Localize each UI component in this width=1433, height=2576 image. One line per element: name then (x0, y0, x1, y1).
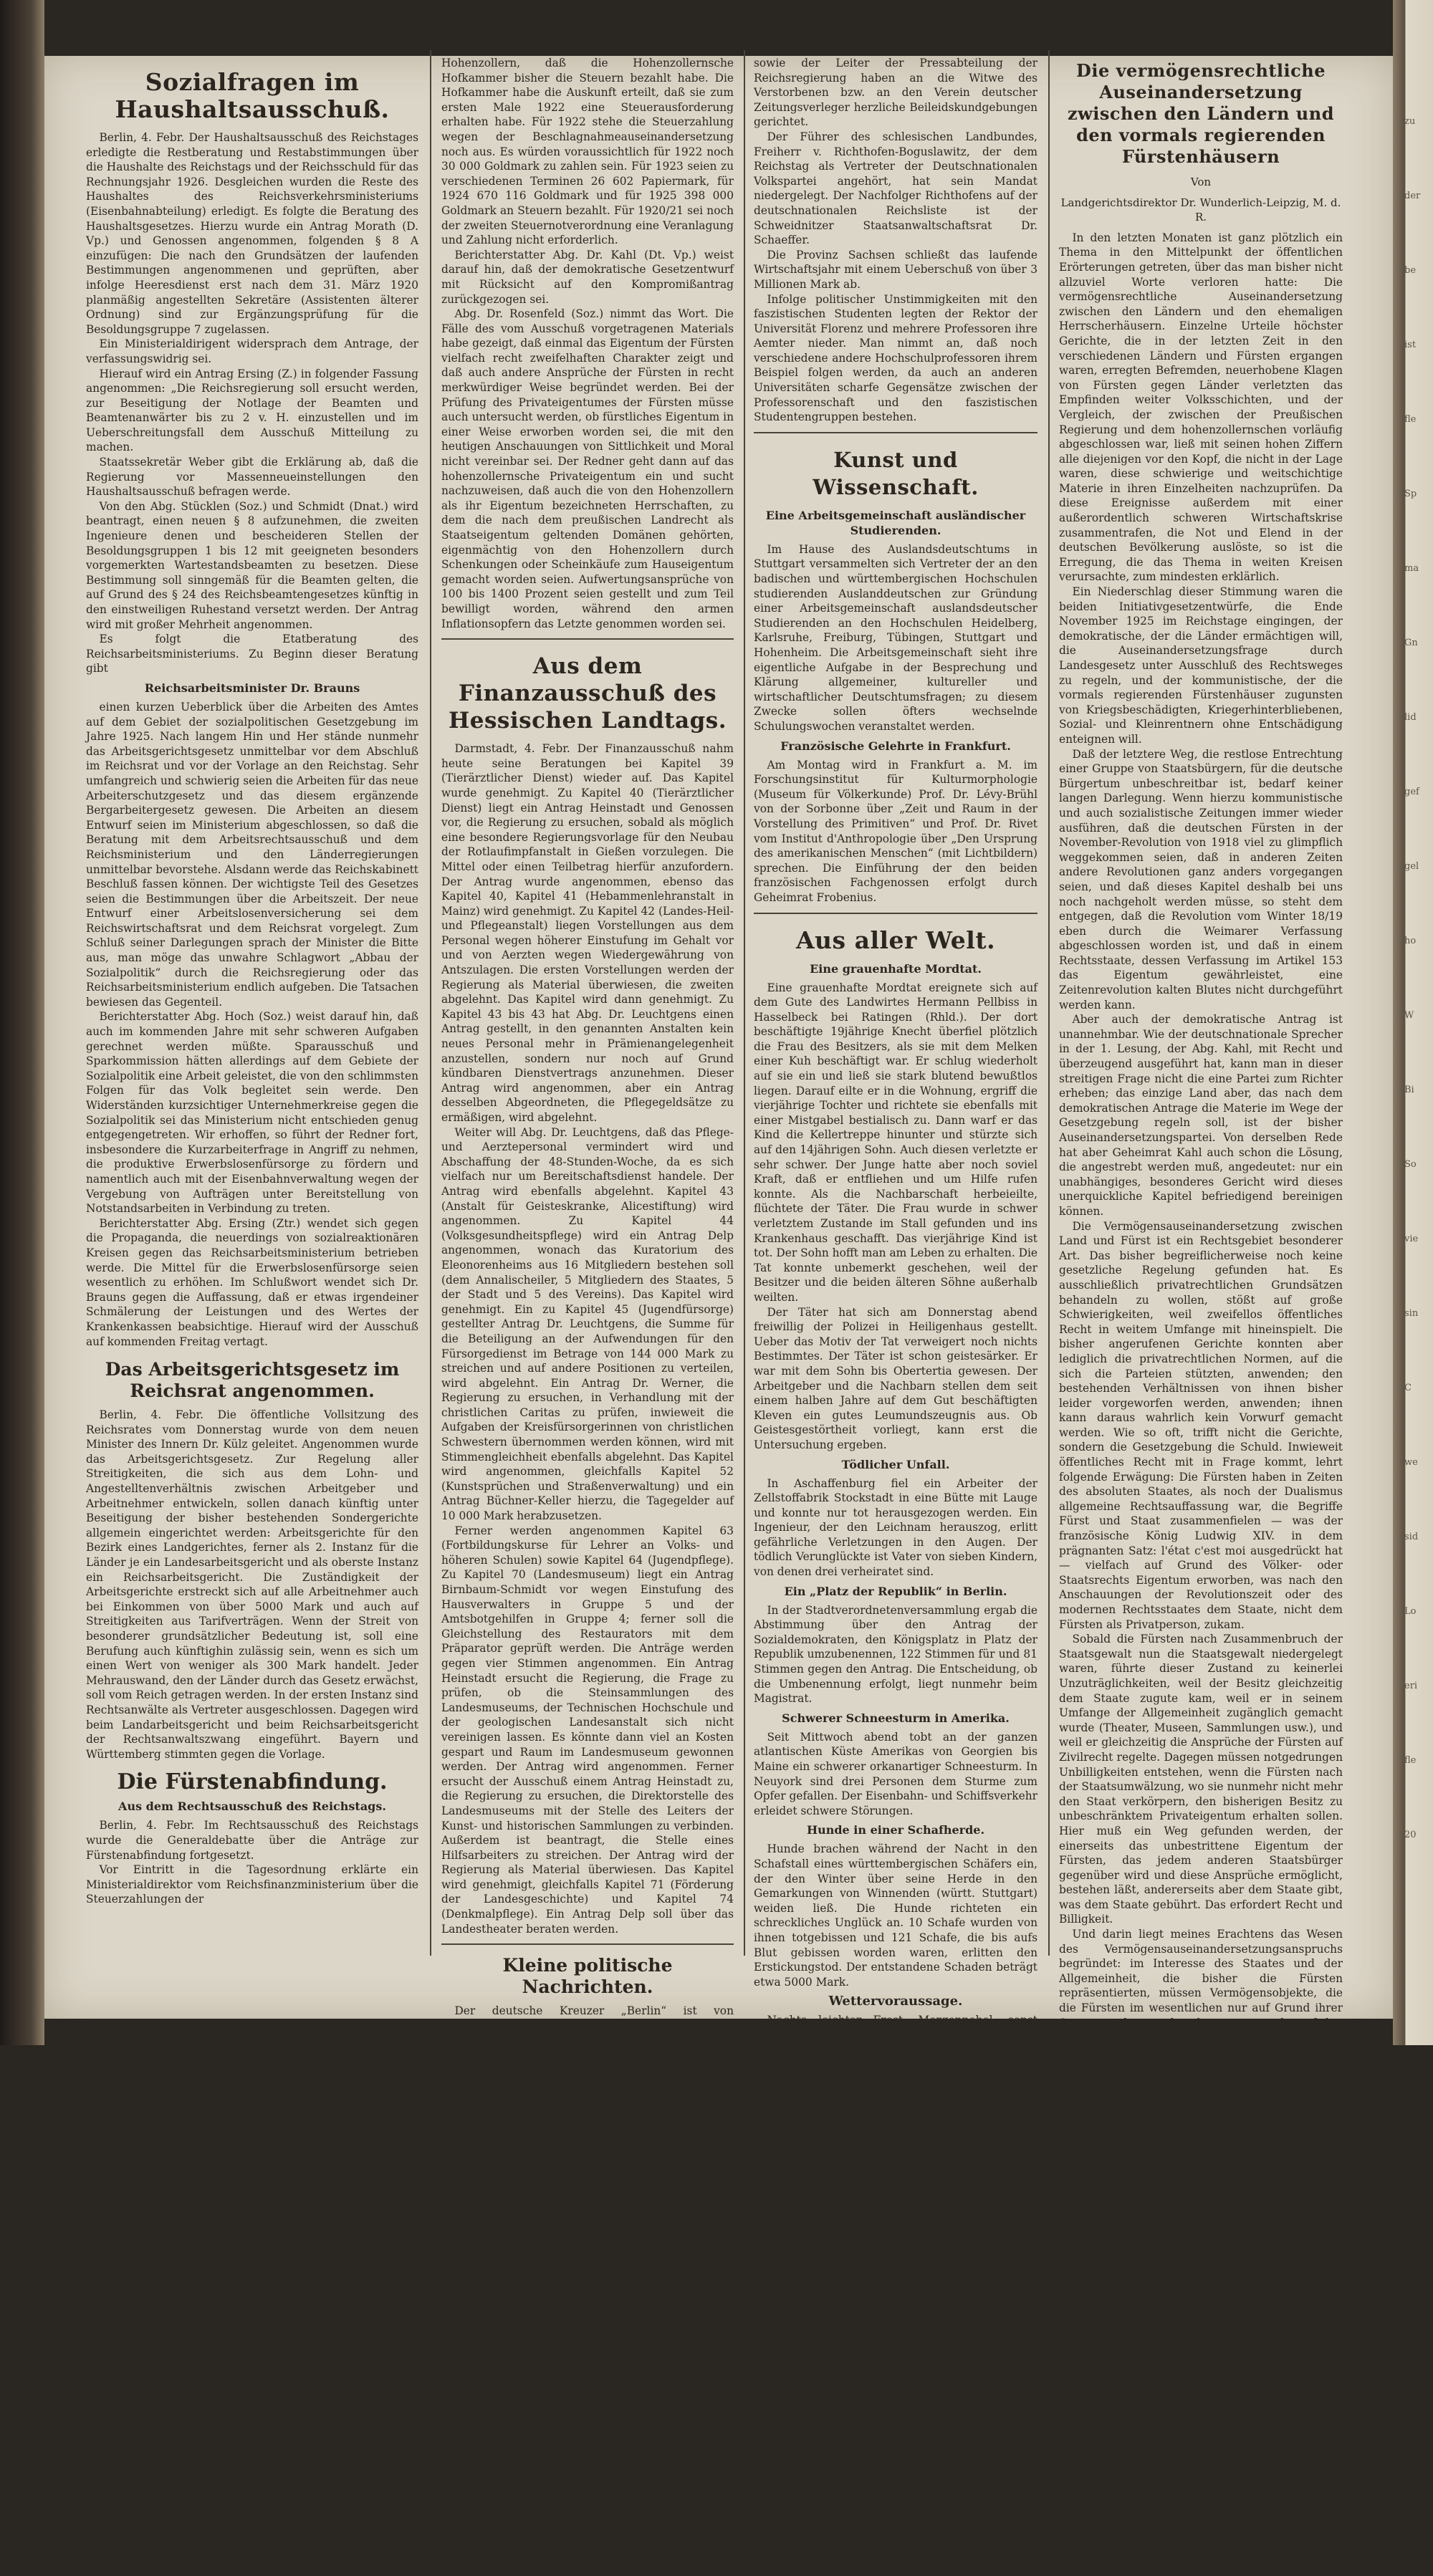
paragraph: Diese Ueberzeugung, daß es sich hier um ein materielles Recht besonderer Art handele, und daß dieses nur von einem mit Richtern besetzten besonderen Gerichtshof einzuleiten, hat sich bei den Vertretern der Mittelparteien des Reichstages immer mehr durchgesetzt. So wurde denn am 26. Januar vom Vertreter des Zentrums, der Deutschen Volkspartei, der Demokratischen Partei, der Wirtschaftlichen Vereinigung und der Bayerischen Volkspartei unter Vorsitz des Abg. Schulz (Z.) zu vertraulichen Beratungen zusammenfanden, gefiel sich bald in den Grundlinien eine weitgehende (1059, 2385, 1343, 2575)
paragraph: einen kurzen Ueberblick über die Arbeiten des Amtes auf dem Gebiet der sozialpolitischen Gesetzgebung im Jahre 1925. Nach langem Hin und Her stände nunmehr das Arbeitsgerichtsgesetz unmittelbar vor dem Abschluß im Reichsrat und vor der Vorlage an den Reichstag. Sehr umfangreich und schwierig seien die Arbeiten für das neue Arbeiterschutzgesetz und das diesem ergänzende Bergarbeitergesetz gewesen. Die Arbeiten an diesem Entwurf seien im Ministerium abgeschlossen, so daß die Beratung mit dem Arbeitsrechtsausschuß und dem Reichsministerium und den Länderregierungen unmittelbar bevorstehe. Alsdann werde das Reichskabinett Beschluß fassen können. Der wichtigste Teil des Gesetzes seien die Bestimmungen über die Arbeitszeit. Der neue Entwurf einer Arbeitslosenversicherung sei dem Reichswirtschaftsrat und dem Reichsrat vorgelegt. Zum Schluß seiner Darlegungen sprach der Minister die Bitte aus, man möge das unwahre Schlagwort „Abbau der Sozialpolitik“ durch die Reichsregierung oder das Reichsarbeitsministerium endlich aufgeben. Die Tatsachen bewiesen das Gegenteil. (86, 700, 418, 1009)
edge-fragment: eri (1404, 1681, 1418, 1691)
edge-fragment: 20 (1404, 1830, 1417, 1840)
paragraph: Staatssekretär Weber gibt die Erklärung ab, daß die Regierung vor Massenneueinstellungen den Haushaltsausschuß befragen werde. (86, 456, 418, 499)
paragraph: Berlin, 4. Febr. Der Haushaltsausschuß des Reichstages erledigte die Restberatung und Restabstimmungen über die Haushalte des Reichstags und der Reichsschuld für das Rechnungsjahr 1926. Desgleichen wurden die Reste des Haushaltes des Reichsverkehrsministeriums (Eisenbahnabteilung) erledigt. Es folgte die Beratung des Haushaltsgesetzes. Hierzu wurde ein Antrag Morath (D. Vp.) und Genossen angenommen, folgenden § 8 A einzufügen: Die nach den Grundsätzen der laufenden Bestimmungen angenommenen und geprüften, aber infolge Heeresdienst erst nach dem 31. März 1920 planmäßig angestellten Sekretäre (Assistenten älterer Ordnung) sind zur Ergänzungsprüfung für die Besoldungsgruppe 7 zugelassen. (86, 131, 418, 336)
paragraph: Berichterstatter Abg. Ersing (Ztr.) wendet sich gegen die Propaganda, die neuerdings von sozialreaktionären Kreisen gegen das Reichsarbeitsministerium betrieben werde. Die Mittel für die Erwerbslosenfürsorge seien wesentlich zu erhöhen. Im Schlußwort wendet sich Dr. Brauns gegen die Auffassung, daß er etwas irgendeiner Schmälerung der Leistungen und des Wertes der Krankenkassen beabsichtige. Hierauf wird der Ausschuß auf kommenden Freitag vertagt. (86, 1216, 418, 1348)
edge-fragment: ma (1404, 563, 1419, 574)
column-rule (1048, 50, 1050, 1956)
paragraph: Sobald die Fürsten nach Zusammenbruch der Staatsgewalt nun die Staatsgewalt niedergelegt waren, führte dieser Zustand zu keinerlei Unzuträglichkeiten, weil der Besitz gleichzeitig dem Staate zugute kam, weil er in seinem Umfange der Allgemeinheit zugänglich gemacht wurde (Theater, Museen, Sammlungen usw.), und weil er gleichzeitig die Ansprüche der Fürsten auf Zivilrecht regelte. Dagegen müssen notgedrungen Unbilligkeiten entstehen, wenn die Fürsten nach der Staatsumwälzung, wo sie nunmehr nicht mehr den Staat verkörpern, den bisherigen Besitz zu unbeschränktem Privateigentum erhalten sollen. Hier muß ein Weg gefunden werden, der einerseits das unbestrittene Eigentum der Fürsten, das jedem anderen Staatsbürger gegenüber wird und diese Ansprüche ermöglicht, bestehen läßt, andererseits aber dem Staate gibt, was dem Staate gebührt. Das erfordert Recht und Billigkeit. (1059, 1633, 1343, 1926)
paragraph: Im Hause des Auslandsdeutschtums in Stuttgart versammelten sich Vertreter der an den badischen und württembergischen Hochschulen studierenden Auslanddeutschen zur Gründung einer Arbeitsgemeinschaft auslandsdeutscher Studierenden an den Hochschulen Heidelberg, Karlsruhe, Freiburg, Tübingen, Stuttgart und Hohenheim. Die Arbeitsgemeinschaft sieht ihre eigentliche Aufgabe in der Besprechung und Klärung allgemeiner, kultureller und wirtschaftlicher Deutschtumsfragen; zu diesem Zwecke sollen öfters wechselnde Schulungswochen veranstaltet werden. (754, 542, 1037, 733)
next-page-text-fragments (1404, 115, 1433, 1977)
paragraph: Der Täter hat sich am Donnerstag abend freiwillig der Polizei in Heiligenhaus gestellt. Ueber das Motiv der Tat verweigert noch nichts Bestimmtes. Der Täter ist schon geistesärker. Er war mit dem Sohn bis Obertertia gewesen. Der Arbeitgeber und die Nachbarn stellen dem seit einem halben Jahre auf dem Gut beschäftigten Kleven ein gutes Leumundszeugnis aus. Ob Geistesgestörtheit vorliegt, kann erst die Untersuchung ergeben. (754, 1305, 1037, 1451)
headline-arbeitsgerichtsgesetz: Das Arbeitsgerichtsgesetz im Reichsrat angenommen. (105, 1359, 400, 1402)
subheading-wetter: Wettervoraussage. (828, 1994, 963, 2009)
column-2 (441, 56, 734, 2224)
paragraph: Berichterstatter Abg. Dr. Kahl (Dt. Vp.) weist darauf hin, daß der demokratische Gesetzentwurf mit Rücksicht auf den Kompromißantrag zurückgezogen sei. (441, 248, 734, 306)
headline-sozialfragen: Sozialfragen im Haushaltsausschuß. (115, 68, 390, 123)
subheading: Schwerer Schneesturm in Amerika. (782, 1711, 1010, 1725)
column-3 (754, 56, 1037, 2219)
edge-fragment: fle (1404, 1755, 1417, 1766)
headline-fuerstenabfindung: Die Fürstenabfindung. (117, 1769, 388, 1795)
edge-fragment: der (1404, 191, 1421, 201)
edge-fragment: sin (1404, 1308, 1419, 1319)
paragraph: Am Montag wird in Frankfurt a. M. im Forschungsinstitut für Kulturmorphologie (Museum für Völkerkunde) Prof. Dr. Lévy-Brühl von der Sorbonne über „Zeit und Raum in der Vorstellung des Primitiven“ und Prof. Dr. Rivet vom Institut d'Anthropologie über „Den Ursprung des amerikanischen Menschen“ (mit Lichtbildern) sprechen. Die Einführung der den beiden französischen Fachgenossen erfolgt durch Geheimrat Frobenius. (754, 758, 1037, 904)
paragraph: Berlin, 4. Febr. Die öffentliche Vollsitzung des Reichsrates vom Donnerstag wurde von dem neuen Minister des Innern Dr. Külz geleitet. Angenommen wurde das Arbeitsgerichtsgesetz. Zur Regelung aller Streitigkeiten, die sich aus dem Lohn- und Angestelltenverhältnis zwischen Arbeitgeber und Arbeitnehmer entwickeln, sollen danach künftig unter Beseitigung der bisher bestehenden Sondergerichte allgemein eingerichtet werden: Arbeitsgerichte für den Bezirk eines Landgerichtes, ferner als 2. Instanz für die Länder je ein Landesarbeitsgericht und als oberste Instanz ein Reichsarbeitsgericht. Die Zuständigkeit der Arbeitsgerichte erstreckt sich auf alle Arbeitnehmer auch bei Einkommen von über 5000 Mark und auch auf Streitigkeiten aus Tarifverträgen. Wenn der Streit von besonderer grundsätzlicher Bedeutung ist, soll eine Berufung auch künftighin zulässig sein, wenn es sich um einen Wert von weniger als 300 Mark handelt. Jeder Mehrauswand, den der Länder durch das Gesetz erwächst, soll vom Reich getragen werden. In der ersten Instanz sind Rechtsanwälte als Vertreter ausgeschlossen. Dagegen wird beim Landarbeitsgericht und beim Reichsarbeitsgericht der Rechtsanwaltszwang eingeführt. Bayern und Württemberg stimmten gegen die Vorlage. (86, 1408, 418, 1761)
section-divider (754, 913, 1037, 914)
section-divider (441, 638, 734, 640)
paragraph: sowie der Leiter der Pressabteilung der Reichsregierung haben an die Witwe des Verstorbenen bzw. an den Verein deutscher Zeitungsverleger herzliche Beileidskundgebungen gerichtet. (754, 57, 1037, 129)
edge-fragment: gef (1404, 787, 1419, 797)
edge-fragment: W (1404, 1010, 1414, 1021)
headline-finanzausschuss: Aus dem Finanzausschuß des Hessischen Landtags. (448, 653, 727, 734)
paragraph: Abg. Dr. Rosenfeld (Soz.) nimmt das Wort. Die Fälle des vom Ausschuß vorgetragenen Materials habe gezeigt, daß einmal das Eigentum der Fürsten vielfach recht zweifelhaften Charakter zeigt und daß auch andere Ansprüche der Fürsten in recht merkwürdiger Weise begründet werden. Bei der Prüfung des Privateigentumes der Fürsten müsse auch untersucht werden, ob fürstliches Eigentum in einer Weise erworben worden sei, die mit den heutigen Anschauungen von Sittlichkeit und Moral nicht vereinbar sei. Der Redner geht dann auf das hohenzollernsche Privateigentum ein und sucht nachzuweisen, daß auch die von den Hohenzollern als ihr Eigentum bezeichneten Herrschaften, zu dem die nach dem preußischen Landrecht als Staatseigentum geltenden Domänen gehörten, eigenmächtig von den Hohenzollern durch Schenkungen oder Scheinkäufe zum Hauseigentum gemacht worden seien. Aufwertungsansprüche von 100 bis 1400 Prozent seien gestellt und zum Teil bewilligt worden, während den armen Inflationsopfern das Letzte genommen worden sei. (441, 307, 734, 630)
subheading: Französische Gelehrte in Frankfurt. (780, 739, 1011, 753)
subheading: Ein „Platz der Republik“ in Berlin. (784, 1584, 1007, 1598)
paragraph: Ein Niederschlag dieser Stimmung waren die beiden Initiativgesetzentwürfe, die Ende November 1925 im Reichstage eingingen, der demokratische, der die Länder ermächtigen will, die Auseinandersetzungsfrage durch Landesgesetz unter Ausschluß des Rechtsweges zu regeln, und der kommunistische, der die vormals regierenden Fürstenhäuser zugunsten von Kriegsbeschädigten, Kriegerhinterbliebenen, Sozial- und Kleinrentnern ohne Entschädigung enteignen will. (1059, 585, 1343, 746)
paragraph: Daß der letztere Weg, die restlose Entrechtung einer Gruppe von Staatsbürgern, für die deutsche Bürgertum unbeschreitbar ist, bedarf keiner langen Darlegung. Wenn hierzu kommunistische und auch sozialistische Zeitungen immer wieder ausführen, daß die deutschen Fürsten in der November-Revolution von 1918 viel zu glimpflich weggekommen seien, daß in anderen Zeiten andere Revolutionen ganz anders vorgegangen seien, und daß dieses Kapitel deshalb bei uns noch nachgeholt werden müsse, so steht dem entgegen, daß die Revolution vom Winter 18/19 eben durch die Weimarer Verfassung abgeschlossen worden ist, und daß in einem Rechtsstaate, dessen Verfassung im Artikel 153 das Eigentum gewährleistet, eine Zeitenrevolution kalten Blutes nicht durchgeführt werden kann. (1059, 747, 1343, 1011)
edge-fragment: Gn (1404, 638, 1418, 648)
paragraph: Die Provinz Sachsen schließt das laufende Wirtschaftsjahr mit einem Ueberschuß von über 3 Millionen Mark ab. (754, 248, 1037, 291)
page-gutter-shadow (0, 0, 44, 2045)
edge-fragment: sid (1404, 1532, 1419, 1542)
edge-fragment: vie (1404, 1234, 1419, 1244)
edge-fragment: zu (1404, 116, 1416, 127)
paragraph: Nachts leichter Frost, Morgennebel, sonst meist wolkig, unerhebliche Niederschläge (teilweise Schnee). (754, 2014, 1037, 2057)
column-rule (430, 50, 431, 1956)
paragraph: Eine grauenhafte Mordtat ereignete sich auf dem Gute des Landwirtes Hermann Pellbiss in Hasselbeck bei Ratingen (Rhld.). Der dort beschäftigte 19jährige Knecht überfiel plötzlich die Frau des Besitzers, als sie mit dem Melken einer Kuh beschäftigt war. Er schlug wiederholt auf sie ein und ließ sie stark blutend bewußtlos liegen. Darauf eilte er in die Wohnung, ergriff die vierjährige Tochter und richtete sie ebenfalls mit einer Mistgabel bestialisch zu. Dann warf er das Kind die Kellertreppe hinunter und stürzte sich auf den 14jährigen Sohn. Auch diesen verletzte er sehr schwer. Der Junge hatte aber noch soviel Kraft, daß er entfliehen und um Hilfe rufen konnte. Als die Nachbarschaft herbeieilte, flüchtete der Täter. Die Frau wurde in schwer verletztem Zustande im Stall gefunden und ins Krankenhaus geschafft. Das vierjährige Kind ist tot. Der Sohn hofft man am Leben zu erhalten. Die Tat konnte unbemerkt geschehen, weil der Besitzer und die beiden älteren Söhne außerhalb weilten. (754, 981, 1037, 1304)
subheading: Tödlicher Unfall. (841, 1457, 950, 1471)
paragraph: Von den Abg. Stücklen (Soz.) und Schmidt (Dnat.) wird beantragt, einen neuen § 8 aufzunehmen, die zweiten Ingenieure denen und bescheideren Stellen der Besoldungsgruppen 1 bis 12 mit geeigneten besonders vorgemerkten Wartestandsbeamten zu besetzen. Diese Bestimmung soll sinngemäß für die Beamten gelten, die auf Grund des § 24 des Reichsbeamtengesetzes künftig in den einstweiligen Ruhestand versetzt werden. Der Antrag wird mit großer Mehrheit angenommen. (86, 499, 418, 631)
byline-author: Landgerichtsdirektor Dr. Wunderlich-Leipzig, M. d. R. (1060, 196, 1341, 224)
section-divider (441, 1943, 734, 1945)
subheading: Eine Arbeitsgemeinschaft ausländischer Studierenden. (765, 508, 1026, 537)
edge-fragment: So (1404, 1159, 1417, 1170)
headline-kunst-wissenschaft: Kunst und Wissenschaft. (813, 447, 979, 499)
paragraph: Ferner werden angenommen Kapitel 63 (Fortbildungskurse für Lehrer an Volks- und höheren Schulen) sowie Kapitel 64 (Jugendpflege). Zu Kapitel 70 (Landesmuseum) liegt ein Antrag Birnbaum-Schmidt vor wegen Einstufung des Hausverwalters in Gruppe 5 und der Amtsbotgehilfen in Gruppe 4; ferner soll die Gleichstellung des Restaurators mit dem Präparator geprüft werden. Die Anträge werden gegen vier Stimmen angenommen. Ein Antrag Heinstadt ersucht die Regierung, die Frage zu prüfen, ob die Steinsammlungen des Landesmuseums, der Technischen Hochschule und der geologischen Landesanstalt sich nicht vereinigen lassen. Es könnte dann viel an Kosten gespart und Raum im Landesmuseum gewonnen werden. Der Antrag wird angenommen. Ferner ersucht der Ausschuß einem Antrag Heinstadt zu, die Regierung zu ersuchen, die Direktorstelle des Landesmuseums mit der Stelle des Leiters der Kunst- und historischen Sammlungen zu verbinden. Außerdem ist beantragt, die Stelle eines Hilfsarbeiters zu streichen. Der Antrag wird der Regierung als Material überwiesen. Das Kapitel wird genehmigt, gleichfalls Kapitel 71 (Förderung der Landesgeschichte) und Kapitel 74 (Denkmalpflege). Ein Antrag Delp soll über das Landestheater beraten werden. (441, 1524, 734, 1936)
subheading: Hunde in einer Schafherde. (806, 1823, 985, 1837)
paragraph: Vor Eintritt in die Tagesordnung erklärte ein Ministerialdirektor vom Reichsfinanzministerium über die Steuerzahlungen der (86, 1863, 418, 1906)
paragraph: In Nordeuropa ist eine Verstärkung des Hochdruckgebietes eingetreten, das seinen Einfluß nach Süden und südlich ausgedehnt hat, so daß die Frostgrenze nun schon über Dänemark und Südschweden verläuft. Gleichzeitig ist über den britischen Inseln wieder starker Druckfall eingetreten. Das Vordringen einzelner Randbildungen dieses Tiefs nach Osten ist noch zu erwarten, jedoch dürfte die Temperatur zunächst fallen und eine stärkeren Niederschläge eintreten. (754, 2058, 1037, 2219)
edge-fragment: ho (1404, 936, 1417, 946)
column-rule (744, 50, 745, 1956)
paragraph: Berlin, 4. Febr. Im Rechtsausschuß des Reichstags wurde die Generaldebatte über die Anträge zur Fürstenabfindung fortgesetzt. (86, 1819, 418, 1862)
paragraph: In der Stadtverordnetenversammlung ergab die Abstimmung über den Antrag der Sozialdemokraten, den Königsplatz in Platz der Republik umzubenennen, 122 Stimmen für und 81 Stimmen gegen den Antrag. Die Entscheidung, ob die Umbenennung erfolgt, liegt nunmehr beim Magistrat. (754, 1603, 1037, 1706)
paragraph: Und darin liegt meines Erachtens das Wesen des Vermögensauseinandersetzungsanspruchs begründet: im Interesse des Staates und der Allgemeinheit, die bisher die Fürsten repräsentierten, müssen Vermögensobjekte, die die Fürsten im wesentlichen nur auf Grund ihrer Staatsgewalt erworben hatten, nunmehr auf den Staat übergeführt werden. Es ist sehr vertrösten, daß der Rechtsvertreter eines deutschen, des mecklenburgischen Fürstenhauses, Rechtsanwalt Dr. Friedmann in Berlin, diese Standpunkt erkannt hat. Er erkennt in dem RechtsAusschusse des Reichstags erstatteten Gutachten den Anspruch des Staates an, „in einer öffentlichrechtlichen Auseinandersetzung das Fürstenvermögen als Einheit vom Staatsvermögen zu sondern, wobei der Staat die Billigkeitsforderung erheben kann, daß ihm Vermögensstücke, die er für seine Zwecke benötigt, wie Theater, Museen, Bibliotheken, ausgeliefert werden.“ Im übrigen will er das Fürstenvermögen, da es sich bei der vorerst bereits staatsrechtlicher oder öffentlichen Stiftung erkennt, und Billigkeit, daß nur die Fürstenvermögen, die man als geeignet an können, als bis der verändertem staatsrechtlichen Lage kommen, im allen Ordnungsprechung einer Minderung des Fürstenvermögens und entsprechende Belastung beim Staate oder Ueberlassung an den Staat gekommen zugestehen. (1059, 1928, 1343, 2383)
paragraph: Hunde brachen während der Nacht in den Schafstall eines württembergischen Schäfers ein, der den Winter über seine Herde in den Gemarkungen von Winnenden (württ. Stuttgart) weiden ließ. Die Hunde richteten ein schreckliches Unglück an. 10 Schafe wurden von ihnen totgebissen und 121 Schafe, die bis aufs Blut gebissen worden waren, erlitten den Erstickungstod. Der entstandene Schaden beträgt etwa 5000 Mark. (754, 1842, 1037, 1989)
paragraph: Hohenzollern, daß die Hohenzollernsche Hofkammer bisher die Steuern bezahlt habe. Die Hofkammer habe die Auskunft erteilt, daß sie zum ersten Male 1922 eine Steuerausforderung erhalten habe. Für 1922 stehe die Steuerzahlung wegen der Beschlagnahmeauseinandersetzung noch aus. Es würden voraussichtlich für 1922 noch 30 000 Goldmark zu zahlen sein. Für 1923 seien zu verschiedenen Terminen 26 602 Papiermark, für 1924 670 116 Goldmark und für 1925 398 000 Goldmark an Steuern bezahlt. Für 1920/21 sei noch der zweiten Steuernotverordnung eine Veranlagung und Zahlung nicht erforderlich. (441, 57, 734, 247)
edge-fragment: lid (1404, 712, 1417, 723)
edge-fragment: Bi (1404, 1085, 1414, 1095)
subheading-brauns: Reichsarbeitsminister Dr. Brauns (144, 681, 360, 695)
edge-fragment: C (1404, 1383, 1412, 1393)
paragraph: Weiter will Abg. Dr. Leuchtgens, daß das Pflege- und Aerztepersonal vermindert wird und Abschaffung der 48-Stunden-Woche, da es sich vielfach nur um Bereitschaftsdienst handele. Der Antrag wird ebenfalls abgelehnt. Kapitel 43 (Anstalt für Geisteskranke, Alicestiftung) wird angenommen. Zu Kapitel 44 (Volksgesundheitspflege) wird ein Antrag Delp angenommen, wonach das Kuratorium des Eleonorenheims aus 16 Mitgliedern bestehen soll (dem Annalischeiler, 5 Mitgliedern des Staates, 5 der Stadt und 5 des Vereins). Das Kapitel wird genehmigt. Ein zu Kapitel 45 (Jugendfürsorge) gestellter Antrag Dr. Leuchtgens, die Summe für die Beteiligung an der Aufwendungen für den Fürsorgedienst im Betrage von 144 000 Mark zu streichen und auf andere Positionen zu verteilen, wird abgelehnt. Ein Antrag Dr. Werner, die Regierung zu ersuchen, in Verhandlung mit der christlichen Caritas zu prüfen, inwieweit die Aufgaben der Kreisfürsorgerinnen von christlichen Schwestern übernommen werden können, wird mit Stimmengleichheit ebenfalls abgelehnt. Das Kapitel wird angenommen, gleichfalls Kapitel 52 (Kunstsprüchen und Straßenverwaltung) und ein Antrag Büchner-Keller hierzu, die Tagegelder auf 10 000 Mark herabzusetzen. (441, 1125, 734, 1523)
paragraph: Es folgt die Etatberatung des Reichsarbeitsministeriums. Zu Beginn dieser Beratung gibt (86, 633, 418, 676)
headline-vermoegensrechtliche: Die vermögensrechtliche Auseinandersetzung zwischen den Ländern und den vormals regierenden Fürstenhäusern (1068, 60, 1334, 167)
paragraph: In den letzten Monaten ist ganz plötzlich ein Thema in den Mittelpunkt der öffentlichen Erörterungen getreten, über das man bisher nicht allzuviel Worte verloren hatte: Die vermögensrechtliche Auseinandersetzung zwischen den Ländern und den ehemaligen Herrscherhäusern. Einzelne Urteile höchster Gerichte, die in der letzten Zeit in den verschiedenen Ländern und Fürsten ergangen waren, erregten Befremden, neuerhobene Klagen von Fürsten gegen Länder verletzten das Empfinden weiter Volksschichten, und der Vergleich, der zwischen der Preußischen Regierung und dem hohenzollernschen vorläufig abgeschlossen war, ließ mit seinen hohen Ziffern alle diejenigen vor den Kopf, die nicht in der Lage waren, diese schwierige und weitschichtige Materie in ihren Einzelheiten nachzuprüfen. Da diese Ereignisse außerdem mit einer außerordentlich schweren Wirtschaftskrise zusammentrafen, die Not und Elend in der deutschen Bevölkerung auslöste, so ist die Erregung, die das Thema in weiten Kreisen verursachte, zum mindesten erklärlich. (1059, 231, 1343, 584)
column-4 (1059, 56, 1343, 2575)
section-divider (754, 432, 1037, 433)
subheading-rechtsausschuss: Aus dem Rechtsausschuß des Reichstags. (118, 1799, 386, 1814)
edge-fragment: Lo (1404, 1606, 1417, 1617)
paragraph: Hierauf wird ein Antrag Ersing (Z.) in folgender Fassung angenommen: „Die Reichsregierung soll ersucht werden, zur Beseitigung der Notlage der Beamten und Beamtenanwärter bis zu 2 v. H. einzustellen und im Ueberschreitungsfall dem Ausschuß Mitteilung zu machen. (86, 367, 418, 454)
paragraph: Infolge politischer Unstimmigkeiten mit den faszistischen Studenten legten der Rektor der Universität Florenz und mehrere Professoren ihre Aemter nieder. Man nimmt an, daß noch verschiedene andere Hochschulprofessoren ihrem Beispiel folgen werden, da auch an anderen Universitäten scharfe Gegensätze zwischen der Professorenschaft und den faszistischen Studentengruppen bestehen. (754, 292, 1037, 424)
paragraph: Ein Ministerialdirigent widersprach dem Antrage, der verfassungswidrig sei. (86, 337, 418, 365)
column-1 (86, 56, 418, 1947)
edge-fragment: Sp (1404, 489, 1417, 499)
byline-von: Von (1190, 176, 1212, 188)
paragraph: Aber auch der demokratische Antrag ist unannehmbar. Wie der deutschnationale Sprecher in der 1. Lesung, der Abg. Kahl, mit Recht und überzeugend ausgeführt hat, kann man in dieser streitigen Frage nicht die eine Partei zum Richter erheben; das einzige Land aber, das nach dem demokratischen Antrage die Materie im Wege der Gesetzgebung regeln soll, ist der bisher Auseinandersetzungspartei. Von derselben Rede hat aber Geheimrat Kahl auch schon die Lösung, die angestrebt werden muß, angedeutet: nur ein unabhängiges, besonderes Gericht wird dieses unerquickliche Kapitel befriedigend bereinigen können. (1059, 1013, 1343, 1218)
edge-fragment: gel (1404, 861, 1419, 872)
edge-fragment: be (1404, 265, 1417, 276)
paragraph: Darmstadt, 4. Febr. Der Finanzausschuß nahm heute seine Beratungen bei Kapitel 39 (Tierärztlicher Dienst) wieder auf. Das Kapitel wurde genehmigt. Zu Kapitel 40 (Tierärztlicher Dienst) liegt ein Antrag Heinstadt und Genossen vor, die Regierung zu ersuchen, sobald als möglich eine besondere Regierungsvorlage für den Neubau der Rotlaufimpfanstalt in Gießen vorzulegen. Die Mittel oder einen Teilbetrag hierfür anzufordern. Der Antrag wurde angenommen, ebenso das Kapitel 40, Kapitel 41 (Hebammenlehranstalt in Mainz) wird genehmigt. Zu Kapitel 42 (Landes-Heil- und Pflegeanstalt) liegen Vorstellungen aus dem Personal wegen höherer Einstufung im Gehalt vor und von Aerzten wegen Wiedergewährung von Antszulagen. Die ersten Vorstellungen werden der Regierung als Material überwiesen, die zweiten abgelehnt. Das Kapitel wird dann genehmigt. Zu Kapitel 43 bis 43 hat Abg. Dr. Leuchtgens einen Antrag gestellt, in den genannten Anstalten kein neues Personal mehr in Prämienangelegenheit anzustellen, sondern nur noch auf Grund kündbaren Dienstvertrags anzunehmen. Dieser Antrag wird angenommen, aber ein Antrag desselben Abgeordneten, die Pflegegeldsätze zu ermäßigen, wird abgelehnt. (441, 742, 734, 1124)
paragraph: In Aschaffenburg fiel ein Arbeiter der Zellstoffabrik Stockstadt in eine Bütte mit Lauge und konnte nur tot herausgezogen werden. Ein Ingenieur, der den Leichnam herauszog, erlitt gefährliche Verletzungen in den Augen. Der tödlich Verunglückte ist Vater von sieben Kindern, von denen drei verheiratet sind. (754, 1476, 1037, 1579)
edge-fragment: we (1404, 1457, 1418, 1468)
subheading: Eine grauenhafte Mordtat. (810, 961, 982, 976)
headline-aus-aller-welt: Aus aller Welt. (795, 926, 996, 954)
paragraph: Die Vermögensauseinandersetzung zwischen Land und Fürst ist ein Rechtsgebiet besonderer Art. Das bisher begreiflicherweise noch keine gesetzliche Regelung gefunden hat. Es ausschließlich privatrechtlichen Grundsätzen behandeln zu wollen, stößt auf große Schwierigkeiten, weil zweifellos öffentliches Recht in weitem Umfange mit hineinspielt. Die bisher angerufenen Gerichte konnten aber lediglich die privatrechtlichen Normen, auf die sich die Parteien stützten, anwenden; den bestehenden Verhältnissen von ihnen bisher leider vorgeworfen werden, anwenden; ihnen kann daraus wahrlich kein Vorwurf gemacht werden. Wie so oft, trifft nicht die Gerichte, sondern die Gesetzgebung die Schuld. Inwieweit öffentliches Recht mit in Frage kommt, lehrt folgende Erwägung: Die Fürsten haben in Zeiten des absoluten Staates, als noch der Dualismus allgemeine Rechtsauffassung war, die Begriffe Fürst und Staat zusammenfielen — was der französische König Ludwig XIV. in dem prägnanten Satz: l'état c'est moi ausgedrückt hat — vielfach auf Grund des Völker- oder Staatsrechts Eigentum erworben, was nach den Anschauungen der Revolutionszeit oder des modernen Rechtsstaates dem Staate, nicht dem Fürsten als Privatperson, zukam. (1059, 1219, 1343, 1631)
edge-fragment: ist (1404, 340, 1417, 350)
edge-fragment: fle (1404, 414, 1417, 425)
headline-kleine-nachrichten: Kleine politische Nachrichten. (502, 1955, 673, 1998)
paragraph: Berichterstatter Abg. Hoch (Soz.) weist darauf hin, daß auch im kommenden Jahre mit sehr schweren Aufgaben gerechnet werden müßte. Sparausschuß und Sparkommission hätten allerdings auf dem Gebiete der Sozialpolitik eine Arbeit geleistet, die von den schlimmsten Folgen für das Volk begleitet sein werde. Den Widerständen kurzsichtiger Unternehmerkreise gegen die Sozialpolitik sei das Ministerium nicht entschieden genug entgegengetreten. Wir erhoffen, so führt der Redner fort, insbesondere die Kurzarbeiterfrage in Angriff zu nehmen, die produktive Erwerbslosenfürsorge zu fördern und namentlich auch mit der Eisenbahnverwaltung wegen der Vergebung von Aufträgen unter Bereitstellung von Notstandsarbeiten in Verbindung zu treten. (86, 1010, 418, 1216)
paragraph: Der Direktor der „Germania“, des Berliner Zentrumsorgans Karl Müller, erster stellvertretender Vorsitzender des Vereins Deutscher Zeitungsverleger, eine der führenden Persönlichkeiten des deutschen Zeitungswesens, ist im Alter von 53 Jahren an Herzschlag verschieden. Der Reichskanzler und der Reichsminister des Auswärtigen (441, 2108, 734, 2224)
paragraph: Seit Mittwoch abend tobt an der ganzen atlantischen Küste Amerikas von Georgien bis Maine ein schwerer orkanartiger Schneesturm. In Neuyork sind drei Personen dem Sturme zum Opfer gefallen. Der Eisenbahn- und Schiffsverkehr erleidet schwere Störungen. (754, 1730, 1037, 1817)
paragraph: Der Führer des schlesischen Landbundes, Freiherr v. Richthofen-Boguslawitz, der dem Reichstag als Vertreter der Deutschnationalen Volkspartei angehört, hat sein Mandat niedergelegt. Der Nachfolger Richthofens auf der deutschnationalen Reichsliste ist der Schweidnitzer Staatsanwaltschaftsrat Dr. Schaeffer. (754, 130, 1037, 247)
paragraph: Der deutsche Kreuzer „Berlin“ ist von Argentinien kommend in Montevideo, der Hauptstadt Uruguays, eingetroffen und von der Bevölkerung sehr freundlich empfangen worden. Zwei Mann der Besatzung des Kreuzers haben im Hafen einen Mann vom Tode des Ertrinkens gerettet. (441, 2004, 734, 2106)
